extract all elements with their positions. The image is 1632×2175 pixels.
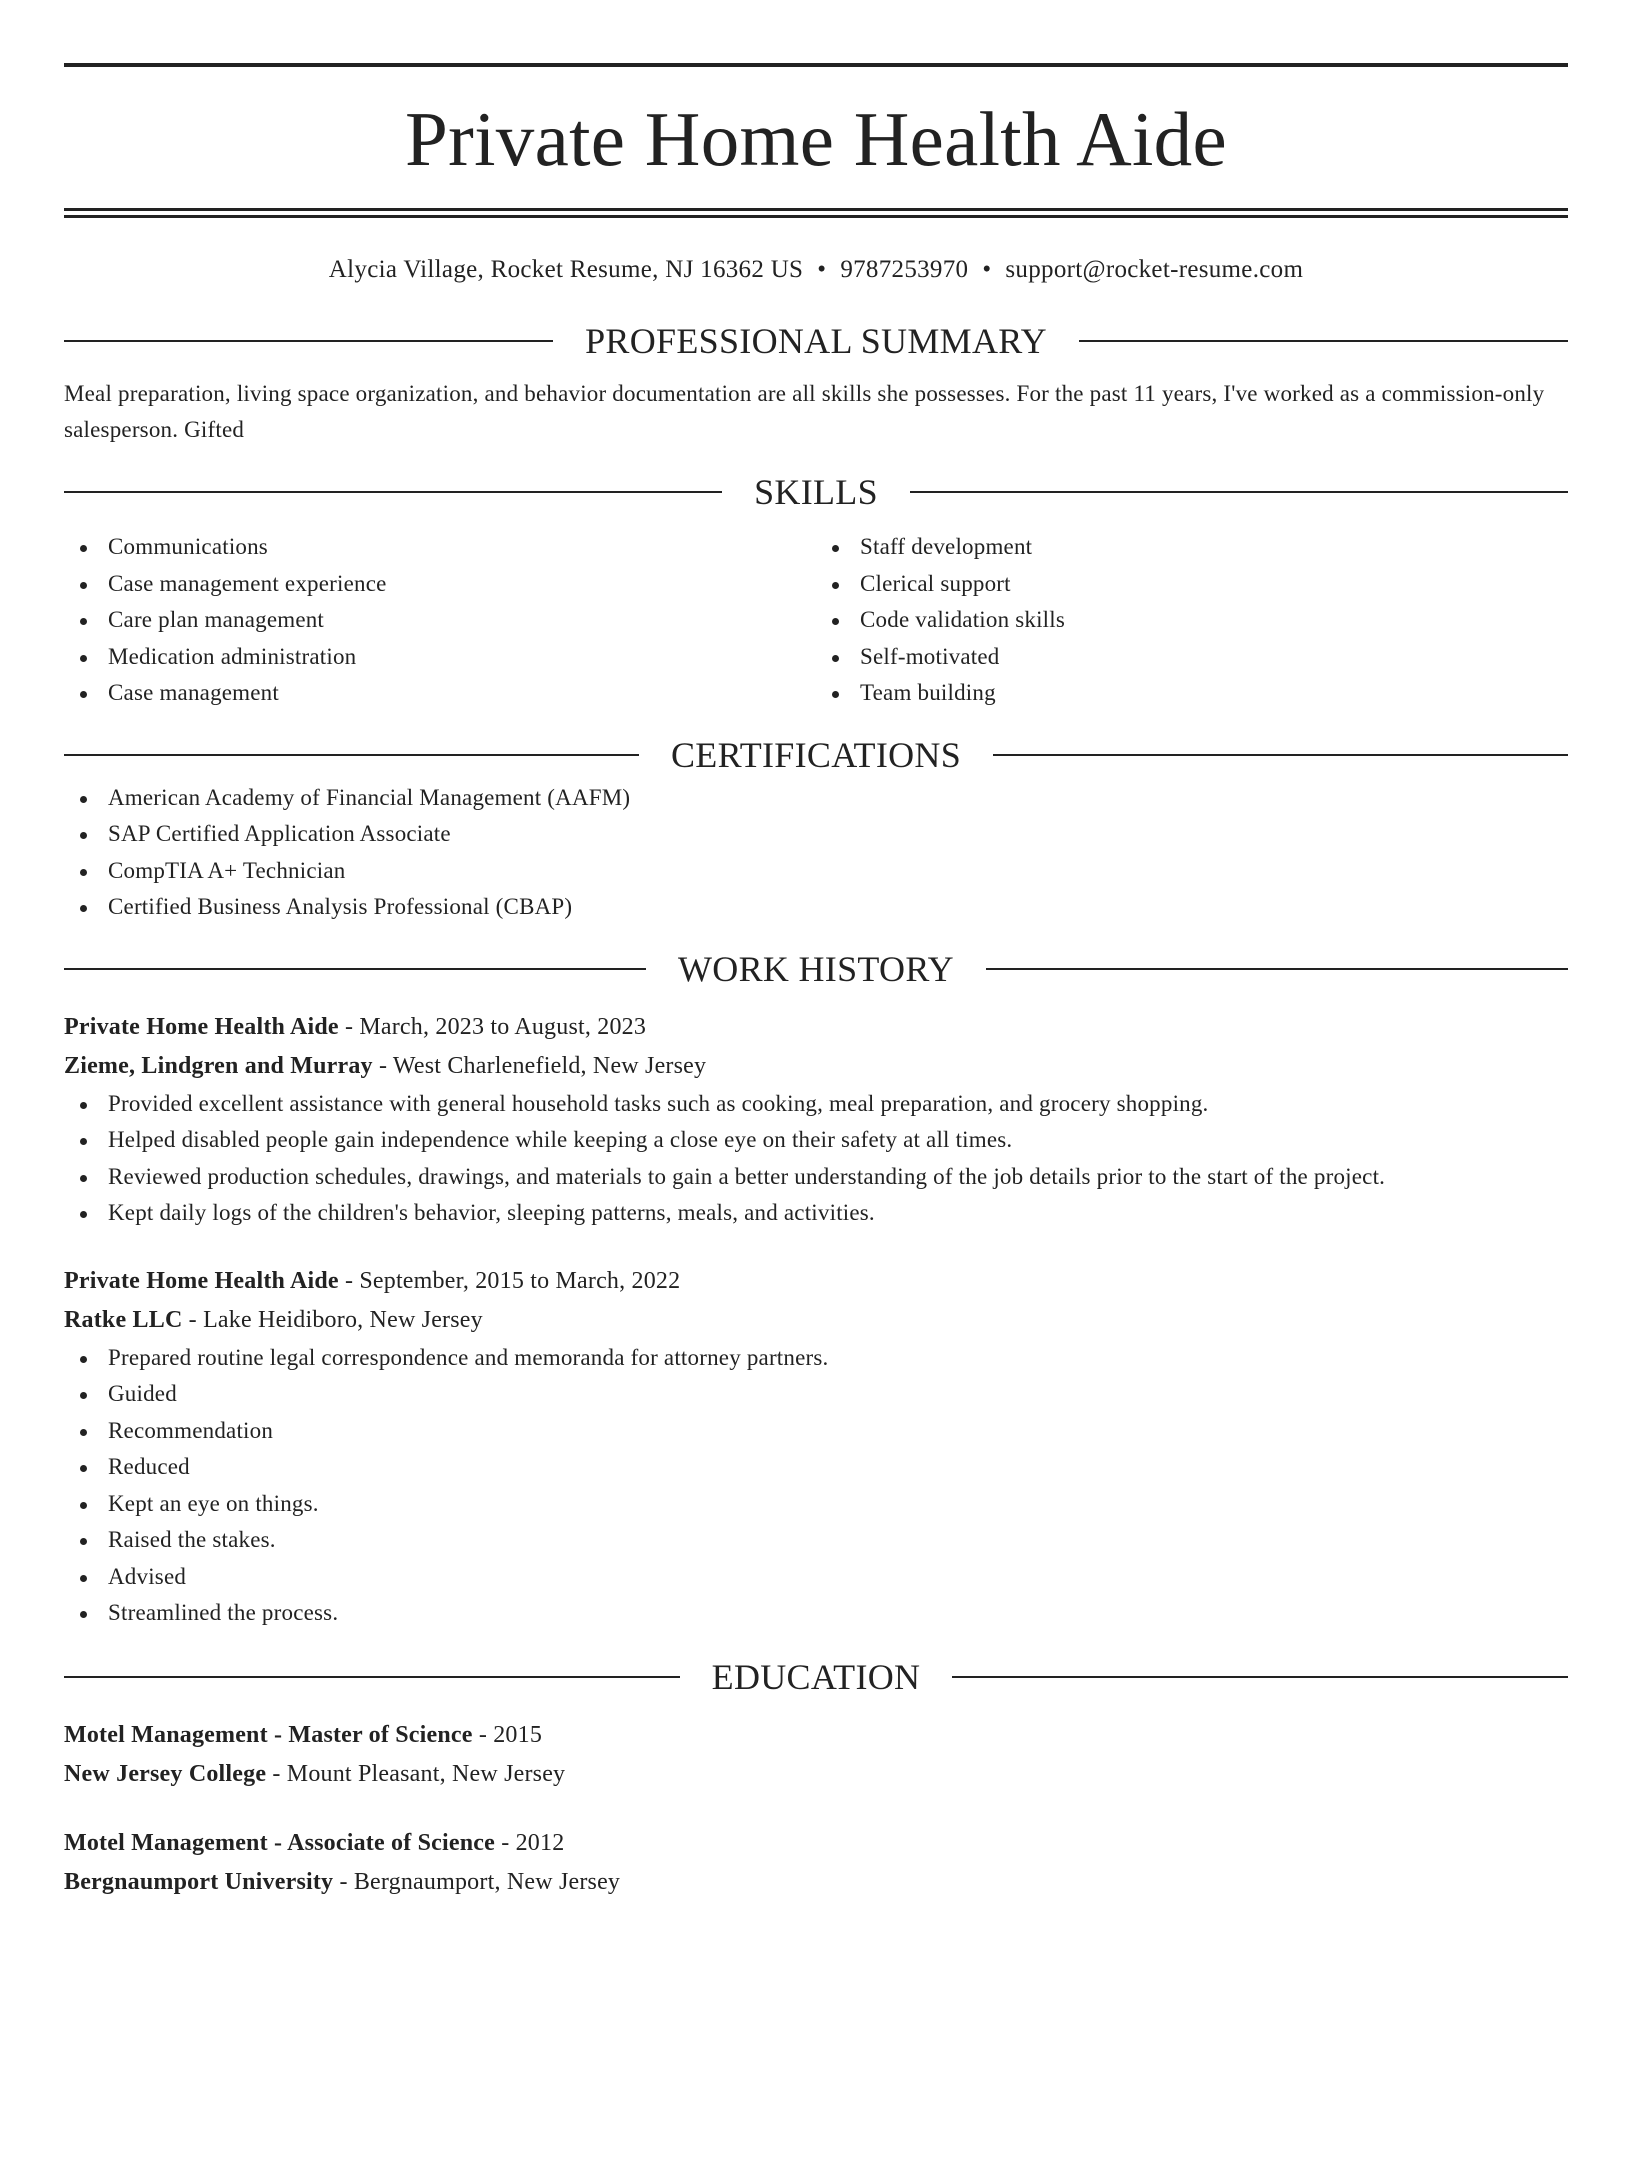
job-location: - West Charlenefield, New Jersey: [372, 1052, 707, 1079]
contact-separator: •: [982, 256, 992, 283]
education-degree: Motel Management - Master of Science: [64, 1721, 473, 1748]
heading-rule: [64, 340, 553, 342]
summary-heading: [64, 316, 1568, 366]
heading-rule: [64, 491, 722, 493]
contact-separator: •: [817, 256, 827, 283]
job-bullet: Kept daily logs of the children's behavior, sleeping patterns, meals, and activities.: [64, 1195, 1568, 1232]
certifications-heading-title: CERTIFICATIONS: [670, 734, 962, 775]
job-entry: [64, 1262, 1568, 1632]
job-entry: [64, 1008, 1568, 1232]
education-school: New Jersey College: [64, 1760, 267, 1787]
resume-page: [0, 63, 1632, 2175]
education-degree: Motel Management - Associate of Science: [64, 1829, 496, 1856]
job-bullet: Recommendation: [64, 1413, 1568, 1450]
heading-rule: [910, 491, 1568, 493]
certification-item: American Academy of Financial Management (AAFM): [64, 780, 1568, 817]
job-title-line: [64, 1008, 1568, 1047]
education-heading-title: EDUCATION: [711, 1656, 921, 1697]
education-year: - 2012: [495, 1829, 565, 1856]
job-company-line: [64, 1301, 1568, 1340]
education-school-line: [64, 1755, 1568, 1794]
job-bullets: [64, 1340, 1568, 1632]
skills-heading-title: SKILLS: [754, 472, 878, 512]
education-degree-line: [64, 1716, 1568, 1755]
job-bullets: [64, 1086, 1568, 1232]
job-bullet: Raised the stakes.: [64, 1522, 1568, 1559]
education-entry: [64, 1716, 1568, 1794]
education-school-line: [64, 1863, 1568, 1902]
job-company-line: [64, 1047, 1568, 1086]
skill-item: Communications: [64, 529, 816, 566]
work-history-heading: [64, 944, 1568, 994]
summary-heading-title: PROFESSIONAL SUMMARY: [585, 321, 1047, 361]
job-bullet: Advised: [64, 1559, 1568, 1596]
job-bullet: Helped disabled people gain independence while keeping a close eye on their safety at all times.: [64, 1122, 1568, 1159]
skills-grid: [64, 529, 1568, 712]
heading-rule: [1079, 340, 1568, 342]
skill-item: Self-motivated: [816, 639, 1568, 676]
job-company: Ratke LLC: [64, 1306, 183, 1333]
job-bullet: Kept an eye on things.: [64, 1486, 1568, 1523]
job-bullet: Prepared routine legal correspondence and memoranda for attorney partners.: [64, 1340, 1568, 1377]
skill-item: Staff development: [816, 529, 1568, 566]
double-rule: [64, 208, 1568, 218]
education-location: - Mount Pleasant, New Jersey: [266, 1760, 566, 1787]
work-history-heading-title: WORK HISTORY: [678, 948, 954, 989]
heading-rule: [986, 968, 1568, 970]
job-bullet: Reduced: [64, 1449, 1568, 1486]
job-company: Zieme, Lindgren and Murray: [64, 1052, 373, 1079]
summary-text: Meal preparation, living space organization, and behavior documentation are all skills she possesses. For the past 11 years, I've worked as a commission-only salesperson. Gifted: [64, 381, 1545, 442]
contact-phone: 9787253970: [840, 256, 969, 283]
job-bullet: Provided excellent assistance with general household tasks such as cooking, meal preparation, and grocery shopping.: [64, 1086, 1568, 1123]
job-location: - Lake Heidiboro, New Jersey: [182, 1306, 483, 1333]
job-title: Private Home Health Aide: [64, 1267, 339, 1294]
job-title-line: [64, 1262, 1568, 1301]
heading-rule: [952, 1676, 1568, 1678]
job-dates: - September, 2015 to March, 2022: [338, 1267, 681, 1294]
skill-item: Case management: [64, 675, 816, 712]
skill-item: Case management experience: [64, 566, 816, 603]
education-entry: [64, 1824, 1568, 1902]
job-title: Private Home Health Aide: [64, 1013, 339, 1040]
education-location: - Bergnaumport, New Jersey: [333, 1868, 621, 1895]
job-bullet: Streamlined the process.: [64, 1595, 1568, 1632]
skill-item: Code validation skills: [816, 602, 1568, 639]
job-bullet: Guided: [64, 1376, 1568, 1413]
skills-heading: [64, 467, 1568, 517]
heading-rule: [64, 1676, 680, 1678]
skills-column-right: [816, 529, 1568, 712]
skill-item: Care plan management: [64, 602, 816, 639]
skill-item: Clerical support: [816, 566, 1568, 603]
education-degree-line: [64, 1824, 1568, 1863]
resume-name: Private Home Health Aide: [405, 96, 1227, 182]
contact-line: [64, 254, 1568, 286]
education-school: Bergnaumport University: [64, 1868, 334, 1895]
skill-item: Medication administration: [64, 639, 816, 676]
heading-rule: [993, 754, 1568, 756]
contact-address: Alycia Village, Rocket Resume, NJ 16362 US: [328, 256, 804, 283]
education-year: - 2015: [472, 1721, 543, 1748]
certifications-heading: [64, 730, 1568, 780]
education-heading: [64, 1652, 1568, 1702]
heading-rule: [64, 754, 639, 756]
skill-item: Team building: [816, 675, 1568, 712]
job-bullet: Reviewed production schedules, drawings, and materials to gain a better understanding of the job details prior to the start of the project.: [64, 1159, 1568, 1196]
heading-rule: [64, 968, 646, 970]
top-rule: [64, 63, 1568, 67]
certification-item: SAP Certified Application Associate: [64, 816, 1568, 853]
certifications-list: [64, 780, 1568, 926]
job-dates: - March, 2023 to August, 2023: [338, 1013, 647, 1040]
certification-item: Certified Business Analysis Professional (CBAP): [64, 889, 1568, 926]
certification-item: CompTIA A+ Technician: [64, 853, 1568, 890]
skills-column-left: [64, 529, 816, 712]
contact-email: support@rocket-resume.com: [1005, 256, 1304, 283]
